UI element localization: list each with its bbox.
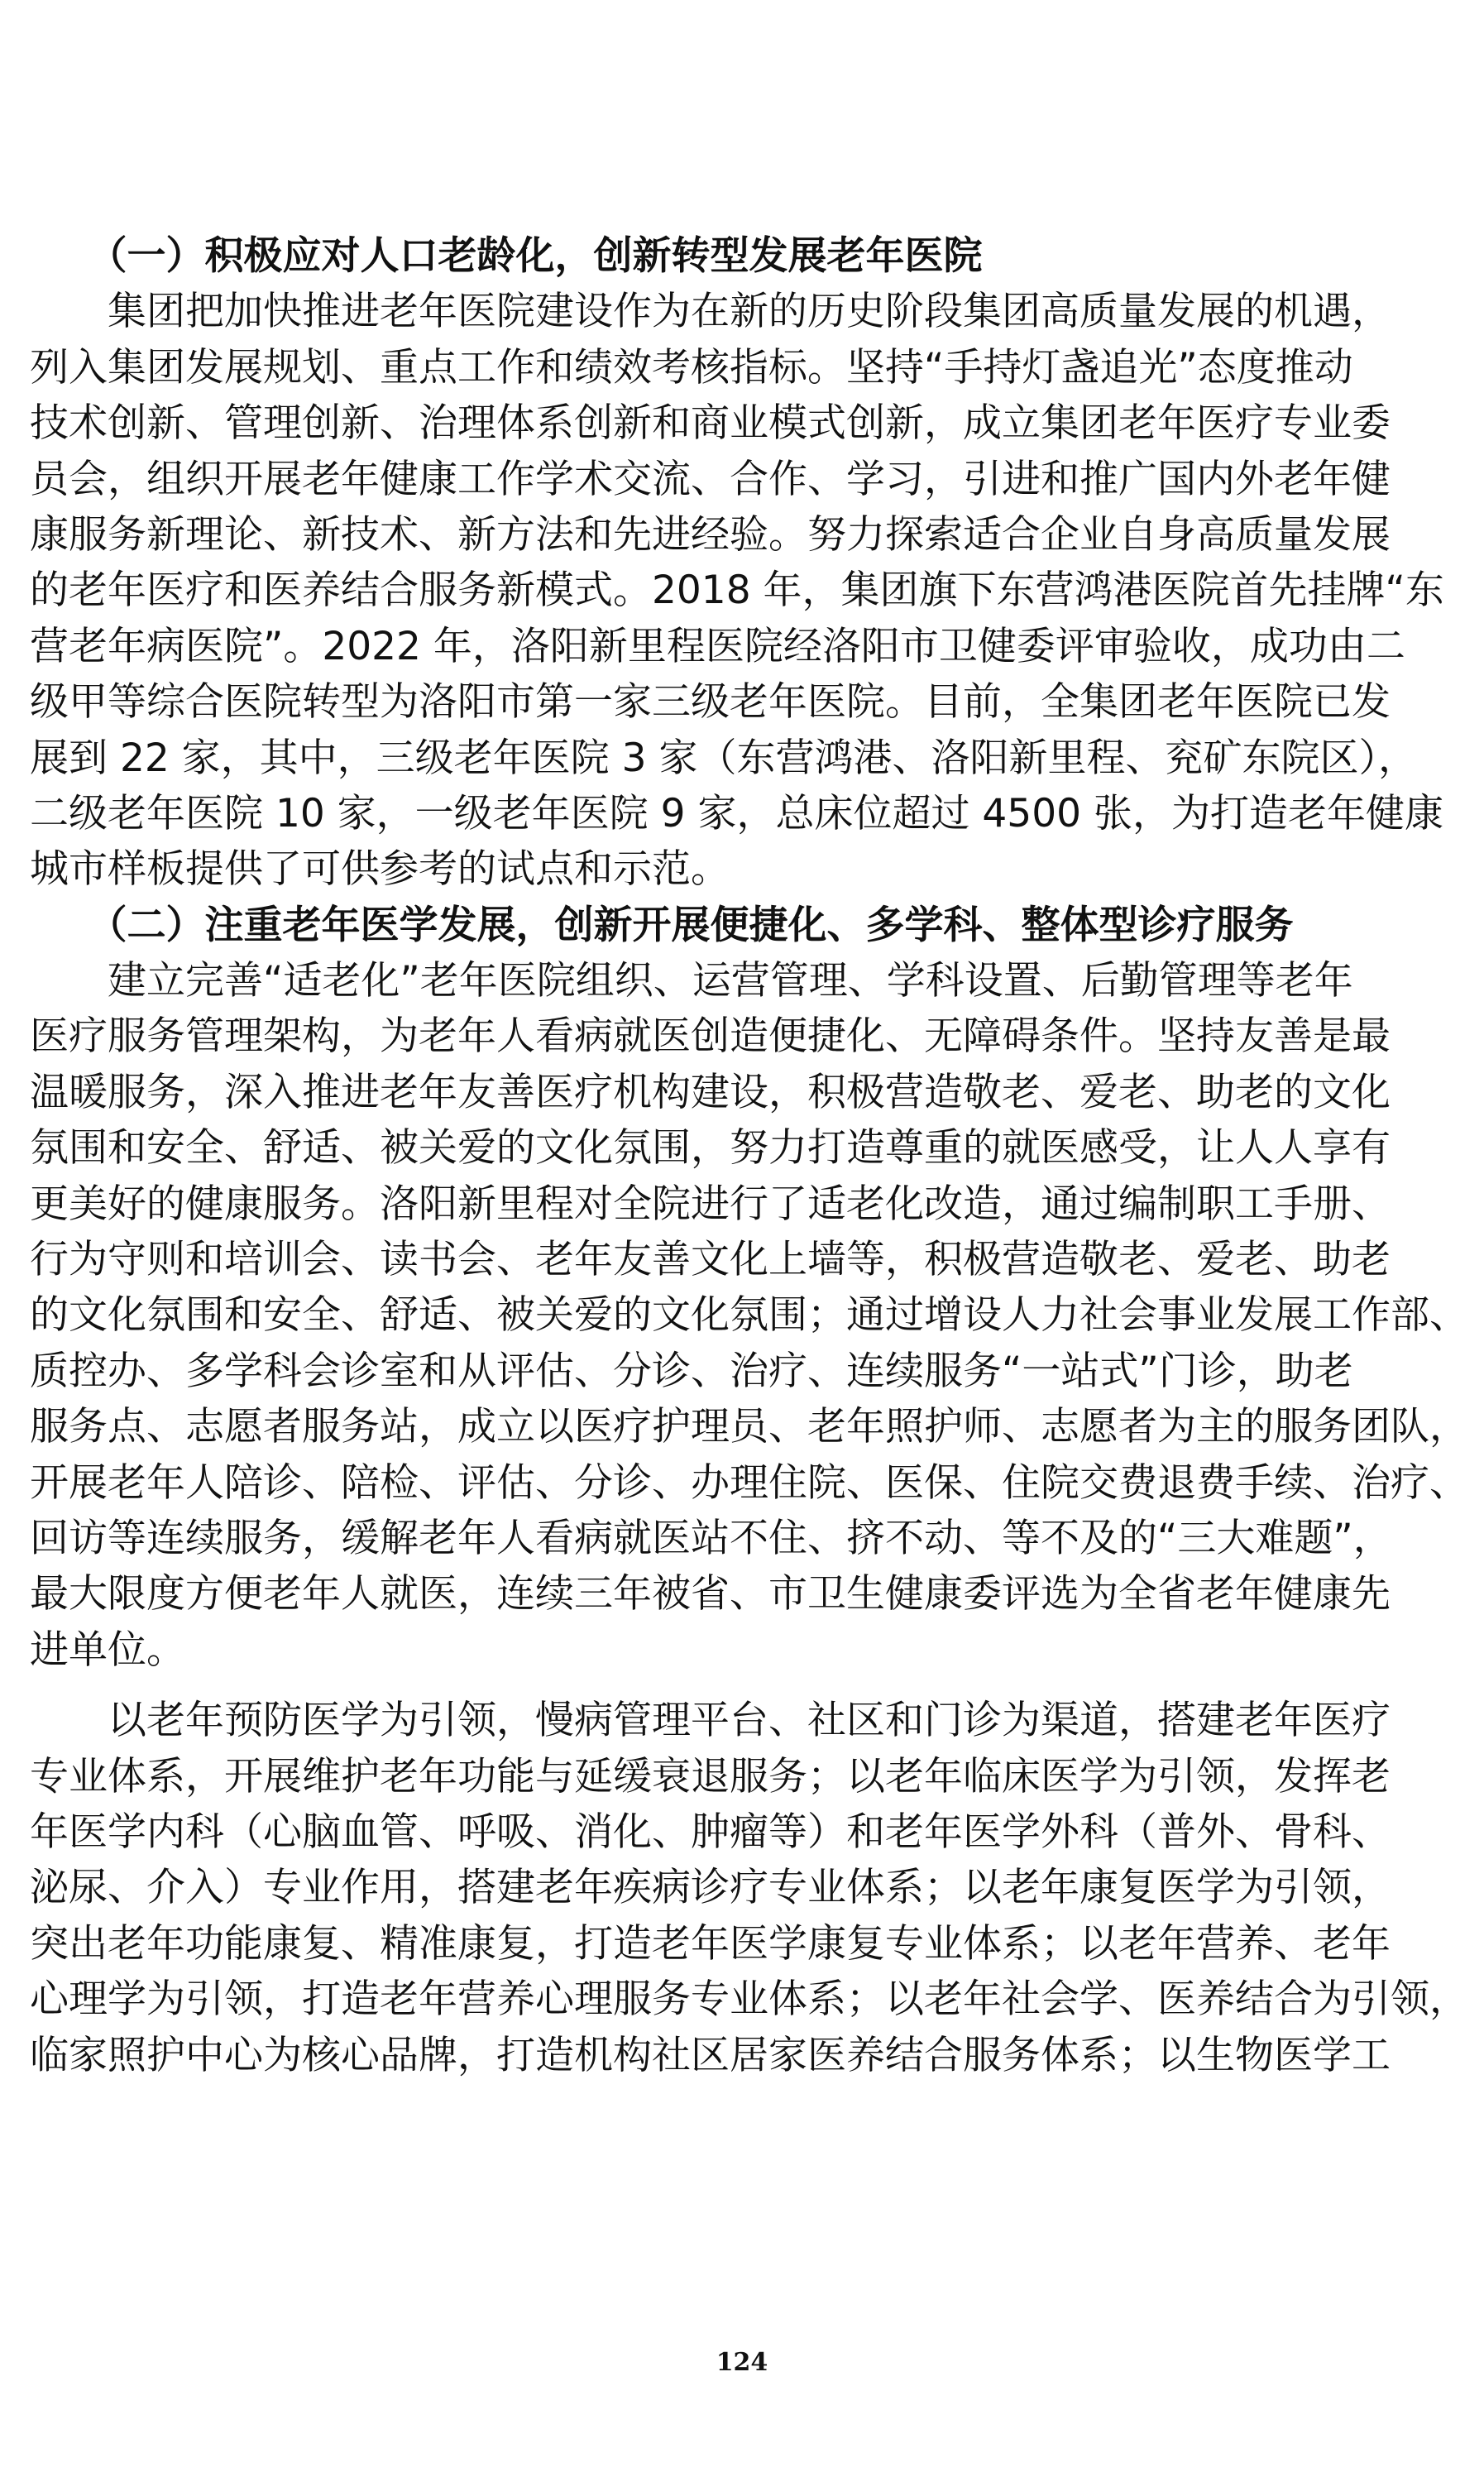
- text-line: 的老年医疗和医养结合服务新模式。2018 年，集团旗下东营鸿港医院首先挂牌“东: [30, 568, 1444, 614]
- text-line: 城市样板提供了可供参考的试点和示范。: [30, 846, 730, 893]
- text-line: 回访等连续服务，缓解老年人看病就医站不住、挤不动、等不及的“三大难题”，: [30, 1515, 1392, 1561]
- text-line: 更美好的健康服务。洛阳新里程对全院进行了适老化改造，通过编制职工手册、: [30, 1181, 1391, 1227]
- text-line: 级甲等综合医院转型为洛阳市第一家三级老年医院。目前，全集团老年医院已发: [30, 679, 1391, 726]
- section-heading-1: （一）积极应对人口老龄化，创新转型发展老年医院: [30, 233, 983, 279]
- text-line: 进单位。: [30, 1627, 185, 1673]
- text-line: 的文化氛围和安全、舒适、被关爱的文化氛围；通过增设人力社会事业发展工作部、: [30, 1292, 1468, 1339]
- text-line: 以老年预防医学为引领，慢病管理平台、社区和门诊为渠道，搭建老年医疗: [30, 1698, 1391, 1744]
- text-line: 建立完善“适老化”老年医院组织、运营管理、学科设置、后勤管理等老年: [30, 958, 1353, 1004]
- text-line: 集团把加快推进老年医院建设作为在新的历史阶段集团高质量发展的机遇，: [30, 289, 1391, 335]
- text-line: 技术创新、管理创新、治理体系创新和商业模式创新，成立集团老年医疗专业委: [30, 400, 1391, 447]
- text-line: 年医学内科（心脑血管、呼吸、消化、肿瘤等）和老年医学外科（普外、骨科、: [30, 1809, 1391, 1855]
- text-line: 列入集团发展规划、重点工作和绩效考核指标。坚持“手持灯盏追光”态度推动: [30, 344, 1353, 391]
- text-line: 氛围和安全、舒适、被关爱的文化氛围，努力打造尊重的就医感受，让人人享有: [30, 1125, 1391, 1172]
- text-line: 医疗服务管理架构，为老年人看病就医创造便捷化、无障碍条件。坚持友善是最: [30, 1013, 1391, 1060]
- text-line: 康服务新理论、新技术、新方法和先进经验。努力探索适合企业自身高质量发展: [30, 511, 1391, 558]
- text-line: 心理学为引领，打造老年营养心理服务专业体系；以老年社会学、医养结合为引领，: [30, 1976, 1468, 2023]
- text-line: 员会，组织开展老年健康工作学术交流、合作、学习，引进和推广国内外老年健: [30, 456, 1391, 502]
- text-line: 展到 22 家，其中，三级老年医院 3 家（东营鸿港、洛阳新里程、兖矿东院区），: [30, 735, 1417, 781]
- text-line: 开展老年人陪诊、陪检、评估、分诊、办理住院、医保、住院交费退费手续、治疗、: [30, 1459, 1468, 1506]
- text-line: 二级老年医院 10 家，一级老年医院 9 家，总床位超过 4500 张，为打造老年健康: [30, 790, 1443, 836]
- section-heading-2: （二）注重老年医学发展，创新开展便捷化、多学科、整体型诊疗服务: [30, 902, 1294, 948]
- text-line: 突出老年功能康复、精准康复，打造老年医学康复专业体系；以老年营养、老年: [30, 1920, 1391, 1967]
- text-line: 温暖服务，深入推进老年友善医疗机构建设，积极营造敬老、爱老、助老的文化: [30, 1069, 1391, 1115]
- text-line: 泌尿、介入）专业作用，搭建老年疾病诊疗专业体系；以老年康复医学为引领，: [30, 1865, 1391, 1911]
- body-text: [30, 228, 1469, 2083]
- page-number: 124: [716, 2348, 768, 2377]
- text-line: 行为守则和培训会、读书会、老年友善文化上墙等，积极营造敬老、爱老、助老: [30, 1237, 1391, 1283]
- text-line: 营老年病医院”。2022 年，洛阳新里程医院经洛阳市卫健委评审验收，成功由二: [30, 623, 1405, 669]
- text-line: 专业体系，开展维护老年功能与延缓衰退服务；以老年临床医学为引领，发挥老: [30, 1753, 1391, 1799]
- text-line: 临家照护中心为核心品牌，打造机构社区居家医养结合服务体系；以生物医学工: [30, 2032, 1391, 2078]
- text-line: 服务点、志愿者服务站，成立以医疗护理员、老年照护师、志愿者为主的服务团队，: [30, 1404, 1468, 1450]
- text-line: 最大限度方便老年人就医，连续三年被省、市卫生健康委评选为全省老年健康先: [30, 1571, 1391, 1617]
- text-line: 质控办、多学科会诊室和从评估、分诊、治疗、连续服务“一站式”门诊，助老: [30, 1348, 1353, 1394]
